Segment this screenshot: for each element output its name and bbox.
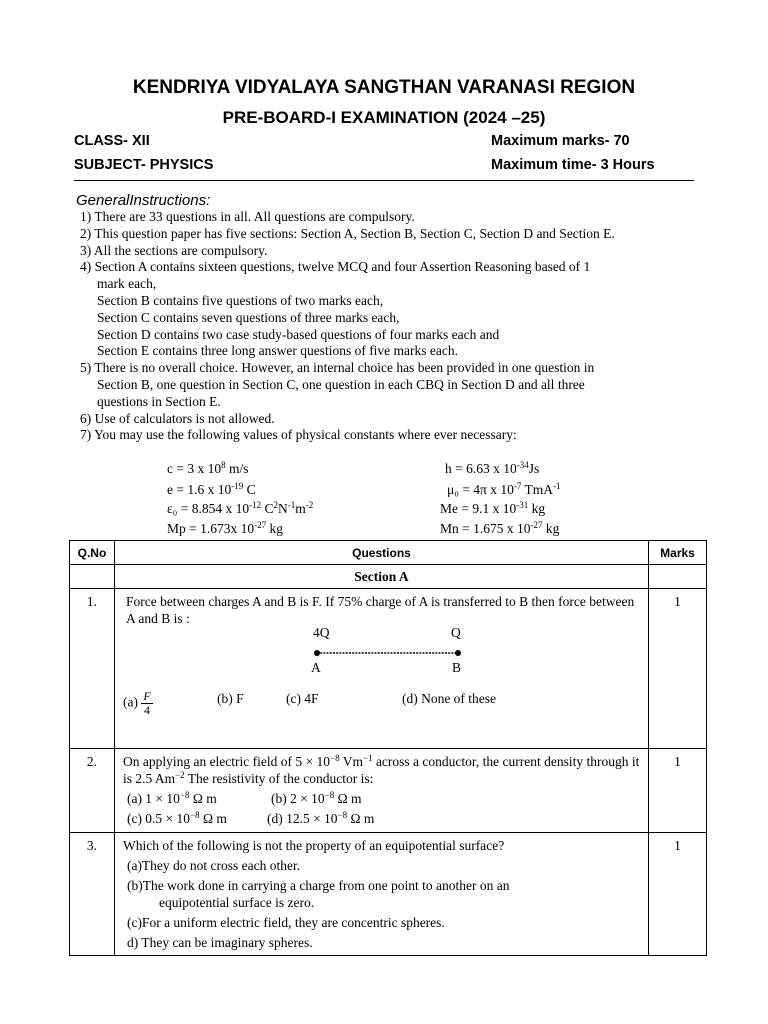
exam-title: PRE-BOARD-I EXAMINATION (2024 –25) xyxy=(222,108,546,127)
col-questions: Questions xyxy=(114,541,648,565)
table-row xyxy=(70,749,707,833)
instruction-4-section-e: Section E contains three long answer questions of five marks each. xyxy=(97,343,459,359)
q1-number: 1. xyxy=(70,589,115,749)
const-permittivity: ε₀ = 8.854 x $10^{-12}$ $C^2N^{-1}m^{-2}$ xyxy=(167,500,314,516)
section-spacer-left xyxy=(70,565,115,589)
table-row xyxy=(70,833,707,956)
q1-option-a-label: (a) xyxy=(122,694,138,710)
table-row xyxy=(70,589,707,749)
q1-charge-a: 4Q xyxy=(312,625,330,640)
q1-point-a xyxy=(314,650,320,656)
instruction-4-cont: mark each, xyxy=(97,276,157,292)
q2-option-c: (c) $0.5 \times 10^{-8}$ Ω m xyxy=(126,810,227,826)
q1-options xyxy=(123,679,642,715)
instruction-4-section-d: Section D contains two case study-based questions of four marks each and xyxy=(97,326,500,342)
const-permeability: μ₀ = 4π x $10^{-7}$ TmA$^{-1}$ xyxy=(447,481,561,497)
subject-label: SUBJECT- PHYSICS xyxy=(74,157,214,173)
q1-point-b xyxy=(455,650,461,656)
q1-diagram xyxy=(123,627,642,679)
q3-option-c: (c)For a uniform electric field, they are concentric spheres. xyxy=(126,915,445,930)
q3-body xyxy=(114,833,648,956)
instruction-4: 4) Section A contains sixteen questions, twelve MCQ and four Assertion Reasoning based of 1 xyxy=(80,259,591,275)
section-a-heading: Section A xyxy=(114,565,648,589)
const-neutron-mass: Mn = 1.675 x $10^{-27}$ kg xyxy=(440,520,560,536)
header-divider xyxy=(74,180,694,181)
col-marks: Marks xyxy=(649,541,707,565)
q3-option-b: (b)The work done in carrying a charge from one point to another on an xyxy=(126,878,510,893)
instruction-5-cont-2: questions in Section E. xyxy=(97,393,221,409)
q1-option-c: (c) 4F xyxy=(285,691,319,706)
q3-option-b-cont: equipotential surface is zero. xyxy=(158,895,315,910)
class-label: CLASS- XII xyxy=(74,133,150,149)
q1-option-b: (b) F xyxy=(216,691,244,706)
school-title: KENDRIYA VIDYALAYA SANGTHAN VARANASI REGION xyxy=(132,77,636,98)
section-row xyxy=(70,565,707,589)
q1-option-d: (d) None of these xyxy=(401,691,497,706)
max-marks: Maximum marks- 70 xyxy=(491,133,630,149)
q3-text: Which of the following is not the property of an equipotential surface? xyxy=(122,838,505,853)
q1-option-a-fraction: $\frac{F}{4}$ xyxy=(143,689,151,717)
section-spacer-right xyxy=(649,565,707,589)
q1-charges-diagram xyxy=(123,627,658,679)
q2-option-a: (a) $1 \times 10^{-8}$ Ω m xyxy=(126,790,217,806)
q3-marks: 1 xyxy=(649,833,707,956)
col-qno: Q.No xyxy=(70,541,115,565)
q1-text: Force between charges A and B is F. If 75% charge of A is transferred to B then force between A and B is : xyxy=(125,594,635,626)
q2-text: On applying an electric field of $5 \times 10^{-8}$ $Vm^{-1}$ across a conductor, the current density through it is 2.5 $Am^{-2}$ The resistivity of the conductor is: xyxy=(122,753,640,786)
instructions-heading: GeneralInstructions: xyxy=(76,192,211,209)
instruction-7: 7) You may use the following values of physical constants where ever necessary: xyxy=(80,427,517,443)
instruction-4-section-b: Section B contains five questions of two marks each, xyxy=(97,292,384,308)
instructions-list xyxy=(80,209,720,444)
const-electron-charge: e = 1.6 x $10^{-19}$ C xyxy=(167,481,256,497)
const-planck: h = 6.63 x $10^{-34}Js$ xyxy=(445,460,540,476)
instruction-3: 3) All the sections are compulsory. xyxy=(80,242,268,258)
q2-option-b: (b) $2 \times 10^{-8}$ Ω m xyxy=(270,790,362,806)
q1-marks: 1 xyxy=(649,589,707,749)
const-speed-of-light: c = 3 x $10^8$ m/s xyxy=(167,460,249,476)
q1-charge-b: Q xyxy=(450,625,461,640)
questions-table xyxy=(69,540,707,956)
q1-label-a: A xyxy=(310,660,321,675)
q2-number: 2. xyxy=(70,749,115,833)
const-proton-mass: Mp = 1.673x $10^{-27}$ kg xyxy=(167,520,283,536)
q1-label-b: B xyxy=(451,660,461,675)
instruction-4-section-c: Section C contains seven questions of three marks each, xyxy=(97,309,400,325)
instruction-1: 1) There are 33 questions in all. All questions are compulsory. xyxy=(80,209,415,224)
q2-options xyxy=(123,790,642,828)
instruction-5: 5) There is no overall choice. However, an internal choice has been provided in one question in xyxy=(80,360,595,376)
q2-body xyxy=(114,749,648,833)
q2-marks: 1 xyxy=(649,749,707,833)
instruction-6: 6) Use of calculators is not allowed. xyxy=(80,410,275,426)
q3-number: 3. xyxy=(70,833,115,956)
max-time: Maximum time- 3 Hours xyxy=(491,157,655,173)
instruction-2: 2) This question paper has five sections: Section A, Section B, Section C, Section D and Section E. xyxy=(80,225,615,241)
q2-option-d: (d) $12.5 \times 10^{-8}$ Ω m xyxy=(266,810,375,826)
q1-option-a xyxy=(123,690,153,717)
q3-option-d: d) They can be imaginary spheres. xyxy=(126,935,313,950)
q3-option-a: (a)They do not cross each other. xyxy=(126,858,301,873)
instruction-5-cont: Section B, one question in Section C, one question in each CBQ in Section D and all three xyxy=(97,376,585,392)
q1-body xyxy=(114,589,648,749)
table-header-row xyxy=(70,541,707,565)
const-electron-mass: Me = 9.1 x $10^{-31}$ kg xyxy=(440,500,546,516)
